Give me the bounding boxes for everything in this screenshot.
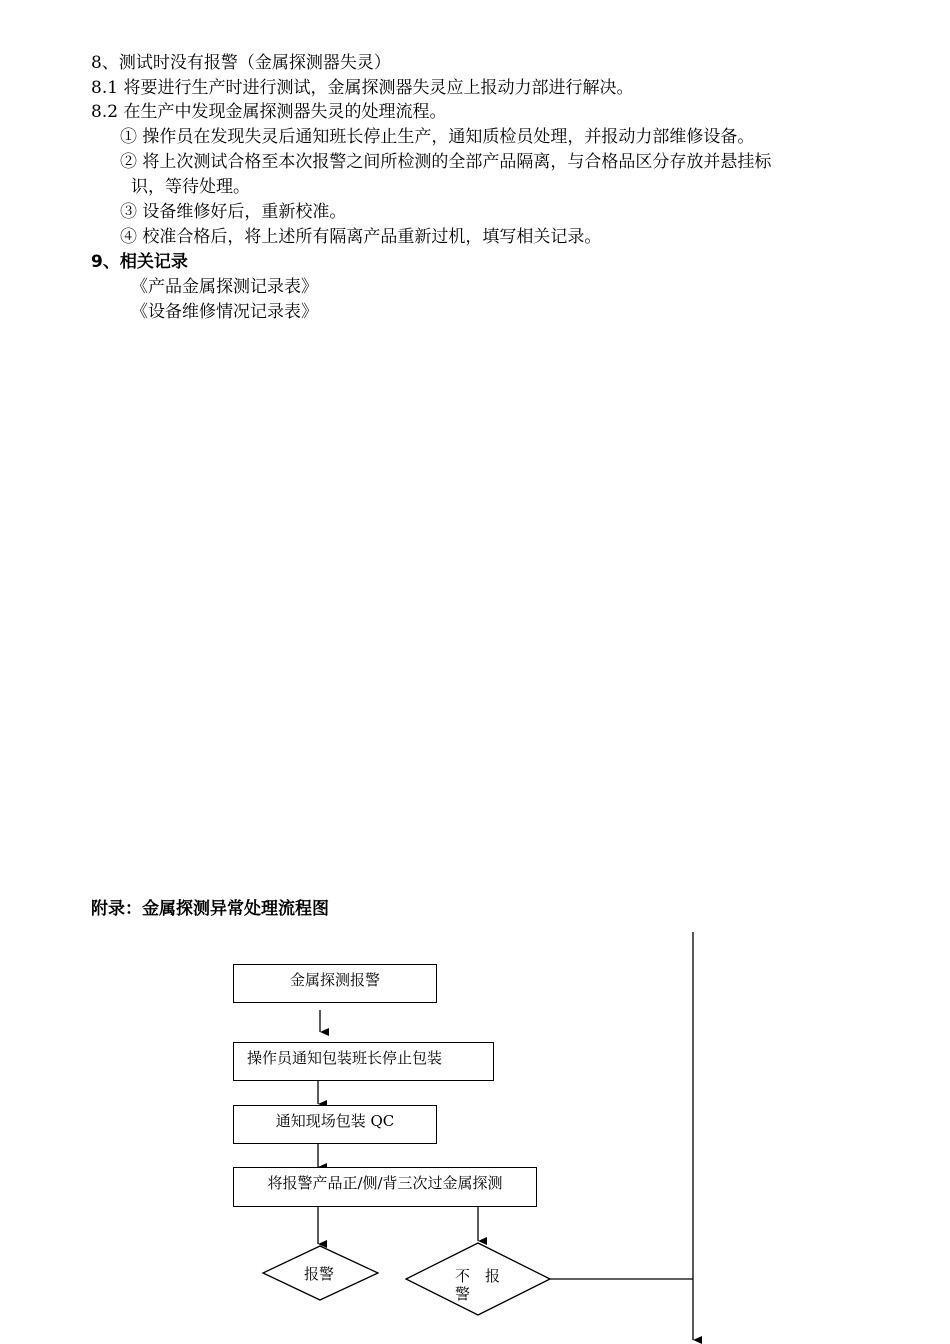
- flow-box-metal-detect-alarm: [233, 964, 437, 1003]
- section-8-heading: 8、测试时没有报警（金属探测器失灵）: [91, 53, 391, 73]
- no-alarm-label: 不 报: [455, 1267, 501, 1285]
- paragraph-8-2: 8.2 在生产中发现金属探测器失灵的处理流程。: [91, 102, 447, 122]
- step-4: ④ 校准合格后，将上述所有隔离产品重新过机，填写相关记录。: [120, 227, 602, 247]
- section-9-heading: 9、相关记录: [91, 252, 188, 272]
- flow-box-notify-qc: [233, 1105, 437, 1144]
- flow-box-label: 金属探测报警: [289, 971, 380, 989]
- step-1: ① 操作员在发现失灵后通知班长停止生产，通知质检员处理，并报动力部维修设备。: [120, 127, 755, 147]
- step-3: ③ 设备维修好后，重新校准。: [120, 202, 347, 222]
- record-item: 《设备维修情况记录表》: [131, 302, 318, 322]
- record-item: 《产品金属探测记录表》: [131, 277, 318, 297]
- appendix-title: 附录：金属探测异常处理流程图: [91, 899, 329, 919]
- no-alarm-label-continued: 警: [455, 1285, 471, 1303]
- alarm-label: 报警: [304, 1265, 335, 1283]
- step-2-continued: 识，等待处理。: [131, 177, 250, 197]
- flow-box-label: 通知现场包装 QC: [275, 1112, 395, 1130]
- flow-box-recheck: [233, 1167, 537, 1207]
- paragraph-8-1: 8.1 将要进行生产时进行测试，金属探测器失灵应上报动力部进行解决。: [91, 78, 634, 98]
- flow-box-label: 操作员通知包装班长停止包装: [247, 1049, 443, 1067]
- flow-box-notify-leader: [233, 1042, 494, 1081]
- flow-box-label: 将报警产品正/侧/背三次过金属探测: [267, 1174, 503, 1192]
- step-2: ② 将上次测试合格至本次报警之间所检测的全部产品隔离，与合格品区分存放并悬挂标: [120, 152, 772, 172]
